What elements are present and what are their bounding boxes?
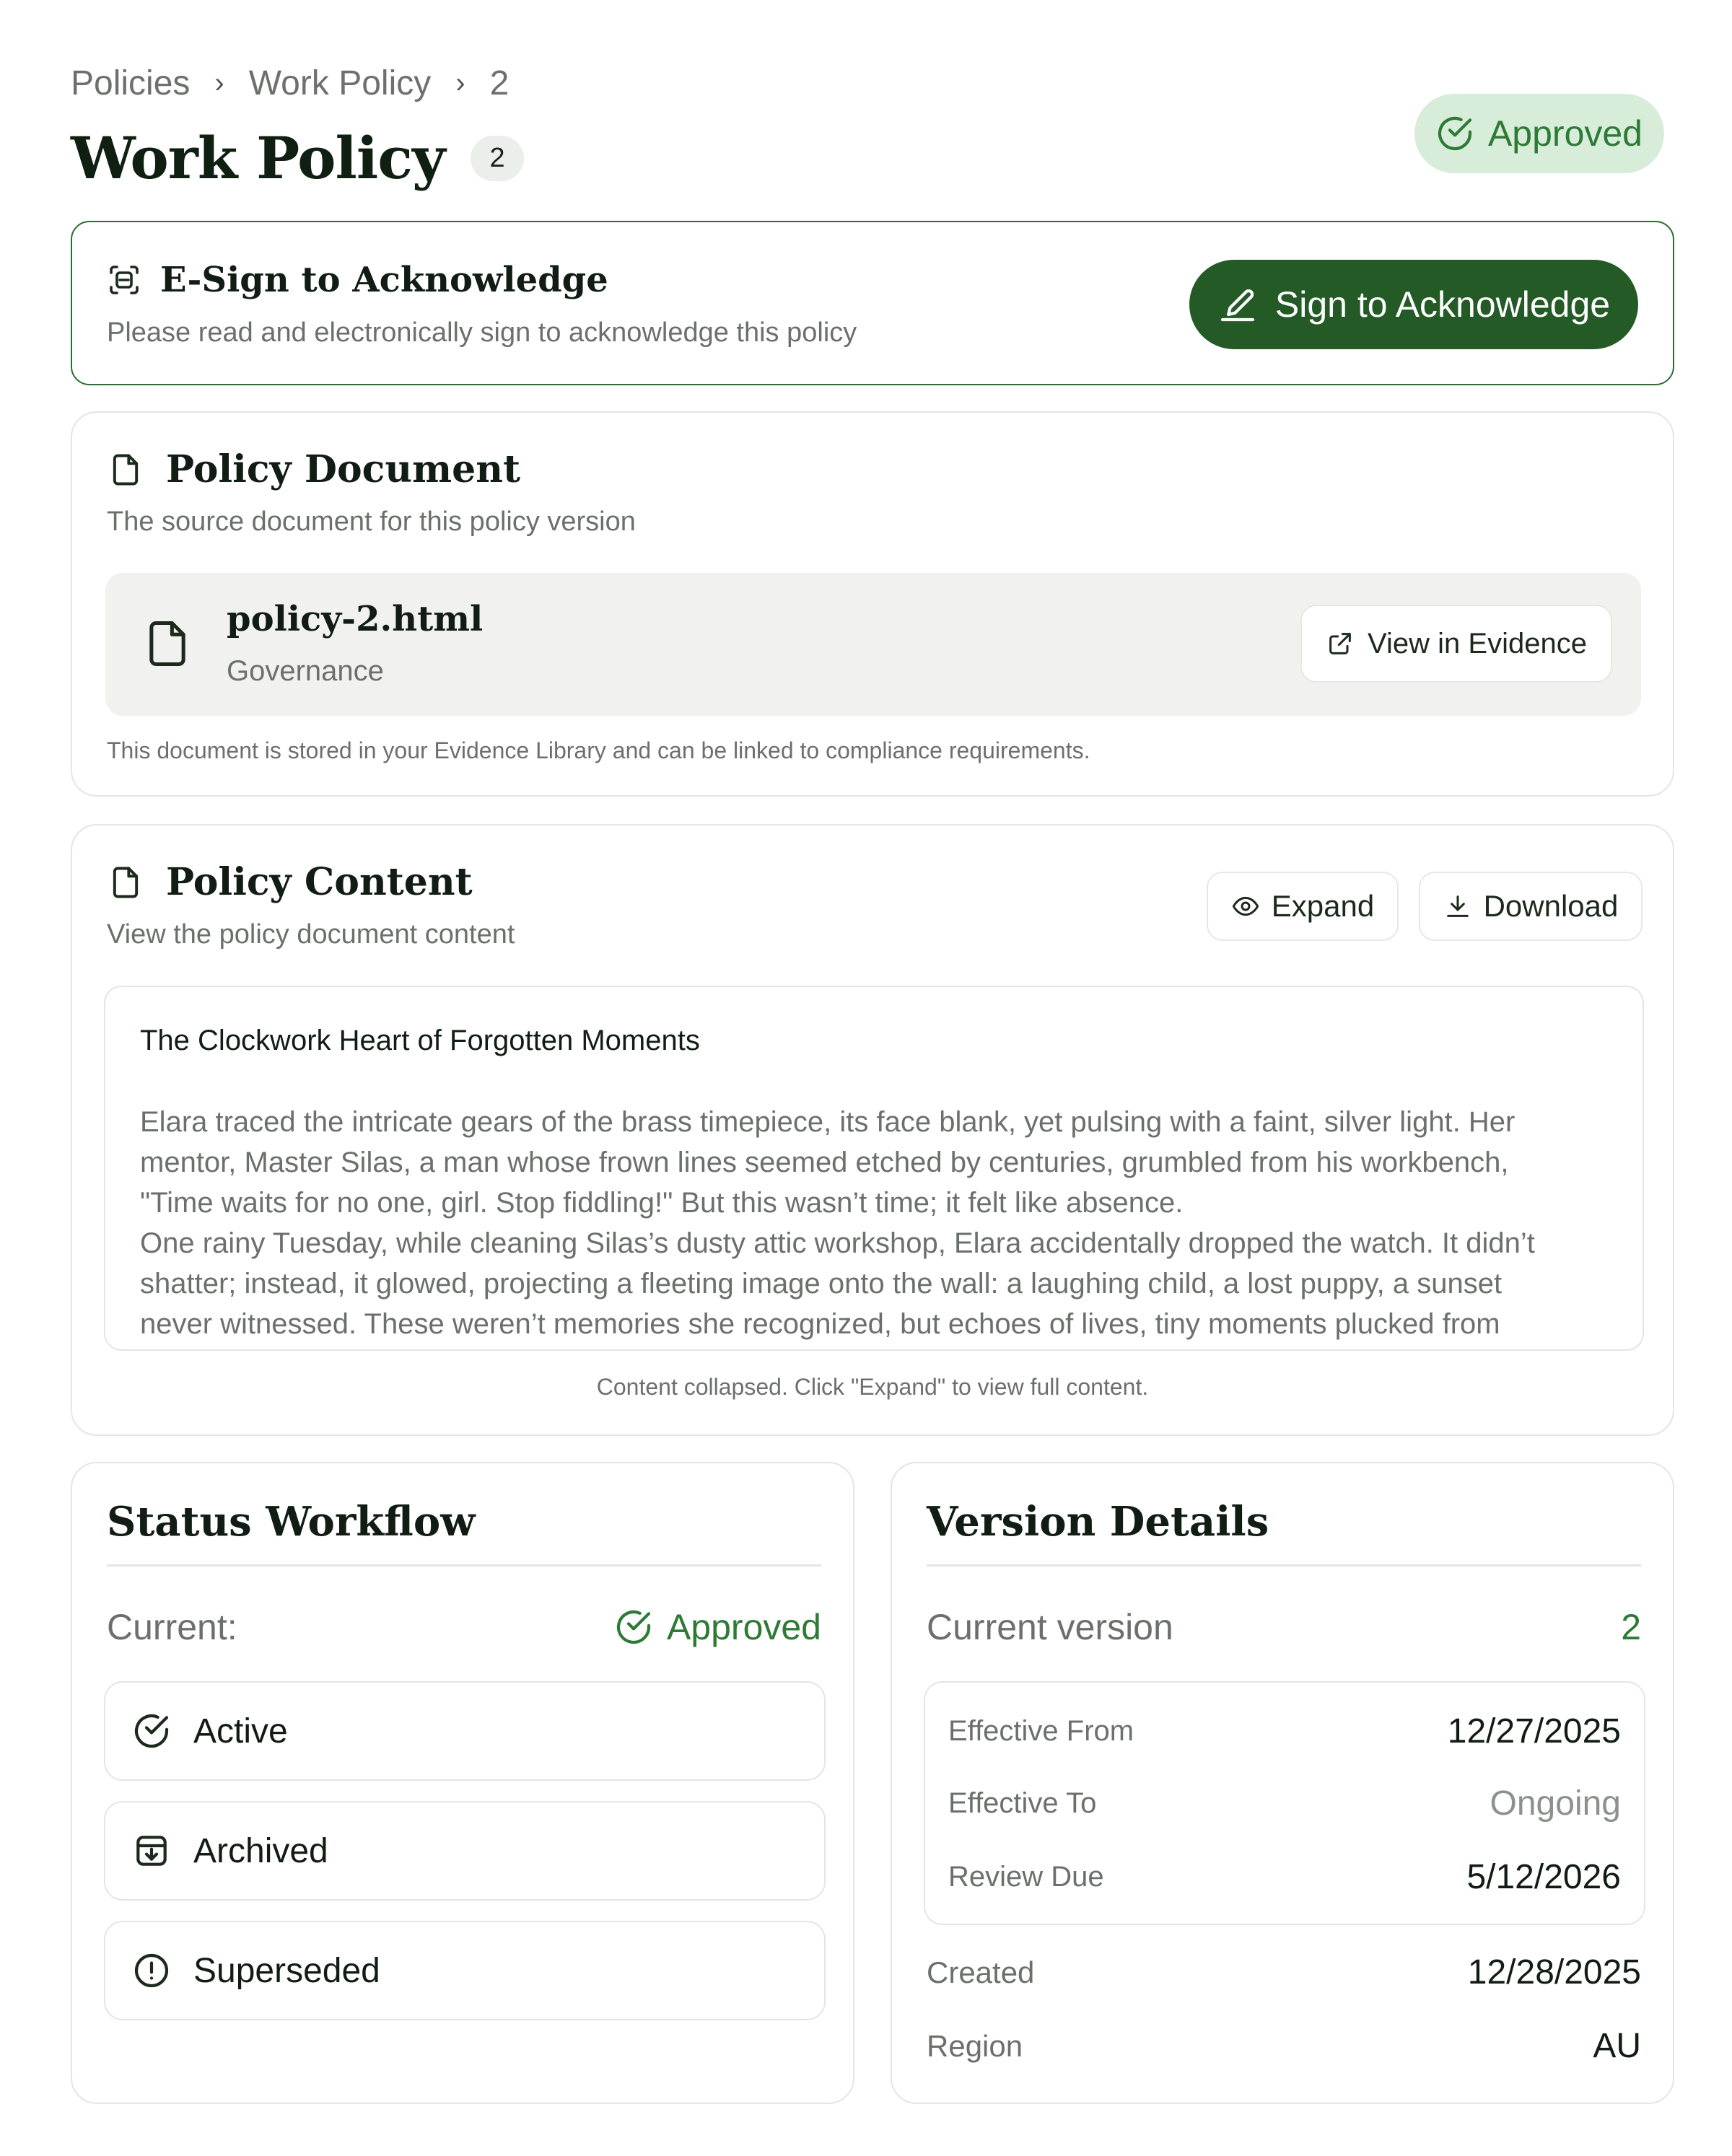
breadcrumb-current: 2 bbox=[489, 64, 509, 102]
created-value: 12/28/2025 bbox=[1467, 1953, 1641, 1991]
content-line: Elara traced the intricate gears of the brass timepiece, its face blank, yet pulsing with a faint, silver light. Her bbox=[140, 1106, 1516, 1138]
current-version-row bbox=[927, 1606, 1641, 1648]
file-icon bbox=[140, 616, 195, 671]
content-paragraph bbox=[140, 1102, 1608, 1344]
divider bbox=[107, 1564, 821, 1566]
review-due-row bbox=[948, 1857, 1621, 1897]
file-icon bbox=[107, 864, 144, 901]
effective-to-value: Ongoing bbox=[1490, 1784, 1621, 1823]
content-document-title: The Clockwork Heart of Forgotten Moments bbox=[140, 1025, 700, 1056]
sign-button-label: Sign to Acknowledge bbox=[1274, 284, 1611, 325]
created-row bbox=[927, 1953, 1641, 1992]
policy-content-title: Policy Content bbox=[166, 860, 473, 904]
check-circle-icon bbox=[1435, 113, 1475, 154]
effective-to-row bbox=[948, 1784, 1621, 1823]
alert-circle-icon bbox=[131, 1950, 172, 1991]
effective-from-label: Effective From bbox=[948, 1715, 1134, 1747]
signature-scan-icon bbox=[107, 263, 141, 297]
current-status-row bbox=[107, 1606, 821, 1648]
version-pill: 2 bbox=[471, 136, 523, 181]
download-label: Download bbox=[1483, 889, 1619, 923]
breadcrumb-policies[interactable]: Policies bbox=[71, 64, 191, 102]
sign-to-acknowledge-button[interactable] bbox=[1189, 260, 1638, 349]
current-version-value: 2 bbox=[1621, 1607, 1641, 1647]
content-line: shatter; instead, it glowed, projecting a fleeting image onto the wall: a laughing child, a lost puppy, a sunset bbox=[140, 1268, 1503, 1300]
expand-button[interactable] bbox=[1207, 872, 1399, 941]
view-in-evidence-button[interactable] bbox=[1300, 605, 1612, 683]
current-status-label: Current: bbox=[107, 1607, 237, 1647]
status-option-label: Superseded bbox=[193, 1951, 380, 1990]
current-status-value bbox=[613, 1606, 821, 1648]
current-version-label: Current version bbox=[927, 1607, 1173, 1647]
region-label: Region bbox=[927, 2028, 1023, 2063]
archive-icon bbox=[131, 1831, 172, 1871]
policy-content-subtitle: View the policy document content bbox=[107, 919, 515, 950]
expand-label: Expand bbox=[1271, 889, 1375, 923]
check-circle-icon bbox=[131, 1711, 172, 1751]
effective-from-value: 12/27/2025 bbox=[1447, 1712, 1621, 1750]
status-badge-label: Approved bbox=[1487, 113, 1643, 154]
breadcrumb-separator: › bbox=[455, 67, 465, 99]
content-collapsed-note: Content collapsed. Click "Expand" to view full content. bbox=[596, 1374, 1149, 1400]
status-workflow-title: Status Workflow bbox=[107, 1498, 476, 1546]
file-icon bbox=[107, 451, 144, 488]
divider bbox=[927, 1564, 1641, 1566]
breadcrumb-separator: › bbox=[214, 67, 224, 99]
version-dates-box bbox=[924, 1681, 1645, 1925]
policy-content-card bbox=[71, 824, 1674, 1436]
status-option-archived[interactable] bbox=[104, 1801, 826, 1901]
eye-icon bbox=[1231, 892, 1260, 921]
status-option-active[interactable] bbox=[104, 1681, 826, 1781]
file-row bbox=[105, 573, 1641, 716]
esign-description: Please read and electronically sign to acknowledge this policy bbox=[107, 317, 857, 348]
policy-document-subtitle: The source document for this policy version bbox=[107, 507, 636, 537]
page-title: Work Policy bbox=[71, 124, 445, 192]
external-link-icon bbox=[1326, 629, 1355, 658]
policy-document-title: Policy Document bbox=[166, 447, 521, 491]
page-title-row bbox=[71, 124, 524, 192]
review-due-value: 5/12/2026 bbox=[1466, 1858, 1621, 1896]
created-label: Created bbox=[927, 1955, 1035, 1989]
region-row bbox=[927, 2026, 1641, 2066]
status-option-label: Active bbox=[193, 1712, 288, 1750]
effective-to-label: Effective To bbox=[948, 1787, 1097, 1819]
view-in-evidence-label: View in Evidence bbox=[1368, 627, 1587, 659]
version-details-card bbox=[891, 1462, 1674, 2104]
download-button[interactable] bbox=[1419, 872, 1643, 941]
status-option-superseded[interactable] bbox=[104, 1921, 826, 2020]
content-line: mentor, Master Silas, a man whose frown lines seemed etched by centuries, grumbled from his workbench, bbox=[140, 1147, 1509, 1178]
current-status-text: Approved bbox=[666, 1607, 821, 1647]
review-due-label: Review Due bbox=[948, 1861, 1104, 1893]
status-option-label: Archived bbox=[193, 1831, 328, 1870]
breadcrumb bbox=[71, 63, 509, 103]
download-icon bbox=[1443, 892, 1472, 921]
effective-from-row bbox=[948, 1712, 1621, 1751]
esign-card bbox=[71, 221, 1674, 385]
document-note: This document is stored in your Evidence Library and can be linked to compliance requirements. bbox=[107, 737, 1090, 763]
check-circle-icon bbox=[613, 1607, 654, 1647]
policy-content-preview[interactable] bbox=[104, 986, 1644, 1351]
file-category: Governance bbox=[227, 655, 384, 687]
content-line: One rainy Tuesday, while cleaning Silas’s dusty attic workshop, Elara accidentally dropped the watch. It didn’t bbox=[140, 1227, 1535, 1259]
content-line: never witnessed. These weren’t memories she recognized, but echoes of lives, tiny moments plucked from bbox=[140, 1308, 1500, 1340]
breadcrumb-work-policy[interactable]: Work Policy bbox=[248, 64, 432, 102]
esign-title: E-Sign to Acknowledge bbox=[160, 260, 608, 300]
status-workflow-card bbox=[71, 1462, 854, 2104]
content-line: "Time waits for no one, girl. Stop fiddling!" But this wasn’t time; it felt like absence. bbox=[140, 1187, 1184, 1219]
status-badge bbox=[1414, 94, 1664, 173]
pen-signature-icon bbox=[1217, 284, 1258, 325]
file-name: policy-2.html bbox=[227, 599, 484, 639]
version-details-title: Version Details bbox=[927, 1498, 1269, 1546]
policy-document-card bbox=[71, 411, 1674, 797]
region-value: AU bbox=[1593, 2027, 1641, 2065]
